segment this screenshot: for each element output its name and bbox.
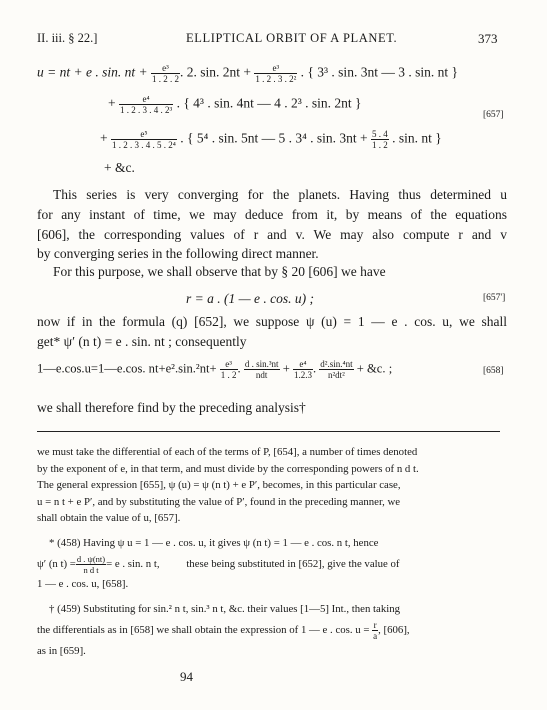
fraction: [319, 359, 353, 380]
text-line: get* ψ′ (n t) = e . sin. nt ; consequently: [37, 333, 247, 349]
page-number: 373: [478, 31, 498, 46]
fraction: [111, 129, 177, 150]
denominator: ndt: [244, 369, 280, 380]
text-line: This series is very converging for the planets. Having thus determined u: [53, 187, 507, 202]
numerator: e³: [225, 359, 232, 369]
footnote-458: [37, 535, 500, 592]
eq658-end: + &c. ;: [356, 361, 393, 376]
denominator: a: [373, 630, 378, 641]
eq657-lhs: u = nt + e . sin. nt +: [37, 64, 148, 80]
footnote-459: [37, 601, 500, 659]
text-line: shall obtain the value of u, [657].: [37, 512, 181, 525]
equation-tag-657: [657]: [483, 110, 504, 120]
numerator: 5 . 4: [372, 129, 388, 139]
plus-sign: +: [108, 95, 116, 111]
denominator: n²dt²: [319, 369, 353, 380]
numerator: r: [373, 619, 377, 630]
text-line: [37, 554, 500, 575]
text-line: 1 — e . cos. u, [658].: [37, 577, 129, 590]
text-line: † (459) Substituting for sin.² n t, sin.³ n t, &c. their values [1—5] Int., then taking: [49, 603, 401, 615]
eq658-lhs: 1—e.cos.u=1—e.cos. nt+e².sin.²nt+: [37, 361, 217, 376]
eq657-line4: + &c.: [104, 160, 135, 175]
eq657-bracket: . { 5⁴ . sin. 5nt — 5 . 3⁴ . sin. 3nt +: [180, 130, 368, 146]
dot: .: [312, 361, 317, 376]
signature-mark: 94: [180, 669, 193, 684]
numerator: d . sin.³nt: [244, 359, 279, 369]
footnote-rule: [37, 431, 500, 432]
text-line: [606], the corresponding values of r and v. We may also compute r and v: [37, 226, 507, 242]
fn458-lhs: ψ′ (n t) =: [37, 557, 76, 570]
equation-657b: r = a . (1 — e . cos. u) ;: [186, 291, 314, 306]
fraction: [254, 63, 297, 84]
text-line: by converging series in the following direct manner.: [37, 246, 319, 262]
denominator: 1.2.3: [293, 370, 312, 380]
numerator: e⁴: [142, 94, 150, 104]
text-line: now if in the formula (q) [652], we suppose ψ (u) = 1 — e . cos. u, we shall: [37, 314, 507, 329]
fn458-rhs: = e . sin. n t,: [106, 557, 160, 570]
fraction: [244, 359, 280, 380]
equation-tag-658: [658]: [483, 366, 504, 376]
eq657-bracket: . { 4³ . sin. 4nt — 4 . 2³ . sin. 2nt }: [176, 95, 362, 111]
denominator: 1 . 2: [220, 370, 237, 380]
denominator: 1 . 2 . 2: [151, 74, 179, 84]
fraction: [220, 359, 238, 380]
equation-tag-657b: [657']: [483, 293, 506, 303]
fraction: [151, 63, 180, 84]
text-line: [37, 620, 500, 641]
text-line: for any instant of time, we may deduce from it, by means of the equations: [37, 206, 507, 222]
equation-658: [37, 359, 392, 380]
fraction: [76, 554, 106, 575]
numerator: d . ψ(nt): [76, 553, 106, 564]
eq657-bracket: . { 3³ . sin. 3nt — 3 . sin. nt }: [300, 64, 458, 80]
paragraph: [37, 185, 507, 264]
denominator: n d t: [76, 564, 106, 575]
fraction: [119, 94, 173, 115]
fraction: [371, 129, 389, 150]
running-head-title: ELLIPTICAL ORBIT OF A PLANET.: [186, 31, 398, 45]
numerator: e³: [162, 63, 169, 73]
numerator: e⁴: [299, 359, 307, 369]
numerator: e⁵: [140, 129, 148, 139]
text-line: The general expression [655], ψ (u) = ψ (n t) + e P′, becomes, in this particular case,: [37, 479, 401, 492]
denominator: 1 . 2: [372, 140, 388, 150]
paragraph: we shall therefore find by the preceding analysis†: [37, 400, 306, 415]
eq657-line2: [108, 94, 362, 115]
fraction: [293, 359, 313, 380]
dot: .: [237, 361, 241, 376]
footnote-continuation: [37, 444, 500, 527]
fn459-text: , [606],: [378, 623, 410, 636]
eq657-line1: [37, 63, 458, 84]
plus-sign: +: [282, 361, 290, 376]
denominator: 1 . 2 . 3 . 2²: [255, 74, 297, 84]
text-line: we must take the differential of each of the terms of P, [654], a number of times denoted: [37, 446, 418, 458]
numerator: e³: [272, 63, 280, 73]
eq657-mid: . 2. sin. 2nt +: [179, 64, 251, 80]
numerator: d².sin.⁴nt: [320, 359, 353, 369]
eq657-line3: [100, 129, 442, 150]
paragraph: [37, 312, 507, 352]
denominator: 1 . 2 . 3 . 4 . 2³: [120, 105, 173, 115]
text-line: * (458) Having ψ u = 1 — e . cos. u, it gives ψ (n t) = 1 — e . cos. n t, hence: [49, 537, 379, 549]
denominator: 1 . 2 . 3 . 4 . 5 . 2⁴: [112, 140, 176, 150]
paragraph: For this purpose, we shall observe that by § 20 [606] we have: [53, 264, 386, 279]
fn458-rest: these being substituted in [652], give the value of: [186, 557, 400, 570]
fn459-text: the differentials as in [658] we shall obtain the expression of 1 — e . cos. u =: [37, 623, 370, 636]
running-head-section: II. iii. § 22.]: [37, 31, 98, 45]
text-line: by the exponent of e, in that term, and must divide by the corresponding powers of n d t.: [37, 462, 419, 475]
plus-sign: +: [100, 130, 108, 146]
eq657-end: . sin. nt }: [392, 130, 442, 146]
text-line: as in [659].: [37, 644, 86, 657]
text-line: u = n t + e P′, and by substituting the value of P′, found in the preceding manner, we: [37, 495, 401, 508]
